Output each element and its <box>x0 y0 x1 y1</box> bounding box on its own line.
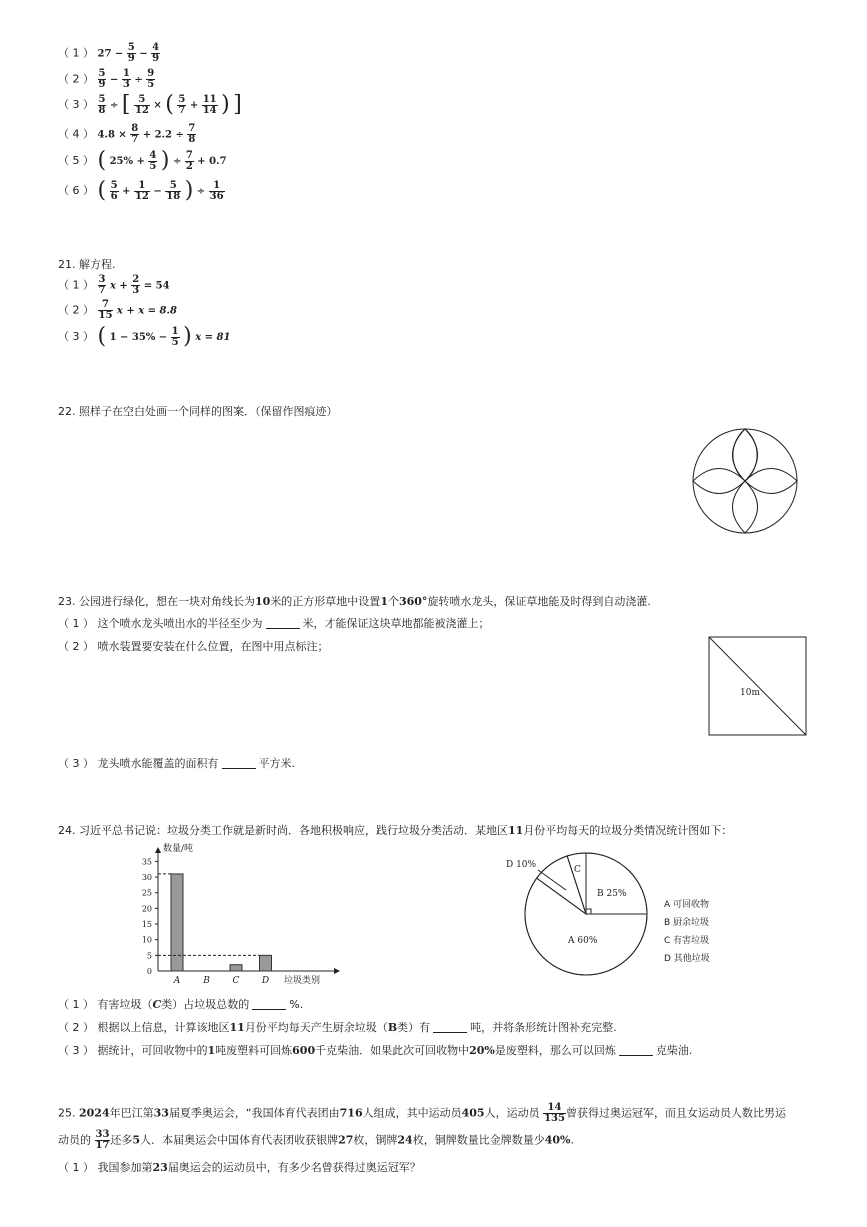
category-label-C: C <box>232 976 240 986</box>
q24-part-3: （ 3 ） 据统计，可回收物中的1吨废塑料可回炼600千克柴油．如果此次可回收物中20%是废塑料，那么可以回炼 克柴油. <box>58 1044 693 1057</box>
pie-label: B 25% <box>597 889 627 899</box>
answer-blank[interactable] <box>266 628 300 629</box>
expr-4: （ 4 ） 4.8 × $\frac{8}{7}$ + 2.2 ÷ $\frac{7}{8}$ <box>58 123 196 145</box>
q23-title: 23. 公园进行绿化，想在一块对角线长为10米的正方形草地中设置1个360°旋转喷水龙头，保证草地能及时得到自动浇灌. <box>58 595 651 608</box>
q21-title: 21. 解方程. <box>58 258 116 271</box>
q23-part-3: （ 3 ） 龙头喷水能覆盖的面积有 平方米. <box>58 757 295 770</box>
pie-label: C <box>574 865 581 875</box>
category-label-A: A <box>173 976 181 986</box>
answer-blank[interactable] <box>433 1032 467 1033</box>
diagonal-label: 10m <box>740 688 760 698</box>
bar-chart <box>136 840 346 990</box>
y-tick-label: 0 <box>146 967 152 976</box>
category-label-B: B <box>203 976 210 986</box>
x-axis-arrow <box>334 968 340 974</box>
y-axis-arrow <box>155 847 161 853</box>
pie-label: A 60% <box>568 936 598 946</box>
y-axis-title: 数量/吨 <box>163 844 194 854</box>
q25-line-2: 动员的 $\frac{33}{17}$ 还多5人．本届奥运会中国体育代表团收获银牌27枚，铜牌24枚，铜牌数量比金牌数量少40%. <box>58 1129 574 1151</box>
square-lawn-figure <box>708 636 808 737</box>
q24-part-1: （ 1 ） 有害垃圾（C类）占垃圾总数的 %. <box>58 998 304 1011</box>
expr-2: （ 2 ） $\frac{5}{9}$ − $\frac{1}{3}$ ÷ $\frac{9}{5}$ <box>58 68 155 90</box>
q21-eq-2: （ 2 ） $\frac{7}{15}$ x + x = 8.8 <box>58 299 177 321</box>
pie-legend-item: A 可回收物 <box>664 900 710 910</box>
y-tick-label: 30 <box>141 873 152 883</box>
expr-3: （ 3 ） $\frac{5}{8}$ ÷ [ $\frac{5}{12}$ × ( $\frac{5}{7}$ + $\frac{11}{14}$ ) ] <box>58 92 242 117</box>
bar-A <box>171 874 183 971</box>
right-angle-marker <box>586 909 591 914</box>
pie-slice-C <box>567 853 586 914</box>
bar-C <box>230 965 242 971</box>
answer-blank[interactable] <box>619 1055 653 1056</box>
y-tick-label: 5 <box>146 951 152 961</box>
pie-legend-item: C 有害垃圾 <box>664 936 710 946</box>
expr-5: （ 5 ） ( 25% + $\frac{4}{5}$ ) ÷ $\frac{7}{2}$ + 0.7 <box>58 148 227 173</box>
x-axis-title: 垃圾类别 <box>284 976 321 986</box>
y-tick-label: 15 <box>141 920 152 930</box>
answer-blank[interactable] <box>252 1009 286 1010</box>
q25-part-1: （ 1 ） 我国参加第23届奥运会的运动员中，有多少名曾获得过奥运冠军？ <box>58 1161 421 1174</box>
pie-leader-line <box>538 870 566 890</box>
flower-pattern-figure <box>690 428 800 534</box>
pie-slice-B <box>586 853 647 914</box>
q24-part-2: （ 2 ） 根据以上信息，计算该地区11月份平均每天产生厨余垃圾（B类）有 吨，并将条形统计图补充完整. <box>58 1021 617 1034</box>
y-tick-label: 20 <box>141 904 152 914</box>
y-tick-label: 25 <box>141 888 152 898</box>
y-tick-label: 10 <box>141 935 152 945</box>
pie-legend-item: B 厨余垃圾 <box>664 918 710 928</box>
pie-legend-item: D 其他垃圾 <box>664 954 710 964</box>
expr-6: （ 6 ） ( $\frac{5}{6}$ + $\frac{1}{12}$ − $\frac{5}{18}$ ) ÷ $\frac{1}{36}$ <box>58 178 224 203</box>
pie-label: D 10% <box>506 860 537 870</box>
q22-title: 22. 照样子在空白处画一个同样的图案．（保留作图痕迹） <box>58 405 338 418</box>
q21-eq-3: （ 3 ） ( 1 − 35% − $\frac{1}{5}$ ) x = 81 <box>58 324 231 349</box>
q24-title: 24. 习近平总书记说：垃圾分类工作就是新时尚．各地积极响应，践行垃圾分类活动．某地区11月份平均每天的垃圾分类情况统计图如下： <box>58 824 733 837</box>
bar-D <box>260 955 272 971</box>
y-tick-label: 35 <box>141 857 152 867</box>
answer-blank[interactable] <box>222 768 256 769</box>
q23-part-2: （ 2 ） 喷水装置要安装在什么位置，在图中用点标注； <box>58 640 329 653</box>
pie-chart <box>500 850 730 980</box>
q21-eq-1: （ 1 ） $\frac{3}{7}$ x + $\frac{2}{3}$ = 54 <box>58 274 170 296</box>
q25-line-1: 25. 2024年巴江第33届夏季奥运会，“我国体育代表团由716人组成，其中运动员405人，运动员 $\frac{14}{135}$ 曾获得过奥运冠军，而且女运动员人数比男运 <box>58 1102 786 1124</box>
expr-1: （ 1 ） 27 − $\frac{5}{9}$ − $\frac{4}{9}$ <box>58 42 160 64</box>
q23-part-1: （ 1 ） 这个喷水龙头喷出水的半径至少为 米，才能保证这块草地都能被浇灌上； <box>58 617 490 630</box>
category-label-D: D <box>261 976 270 986</box>
